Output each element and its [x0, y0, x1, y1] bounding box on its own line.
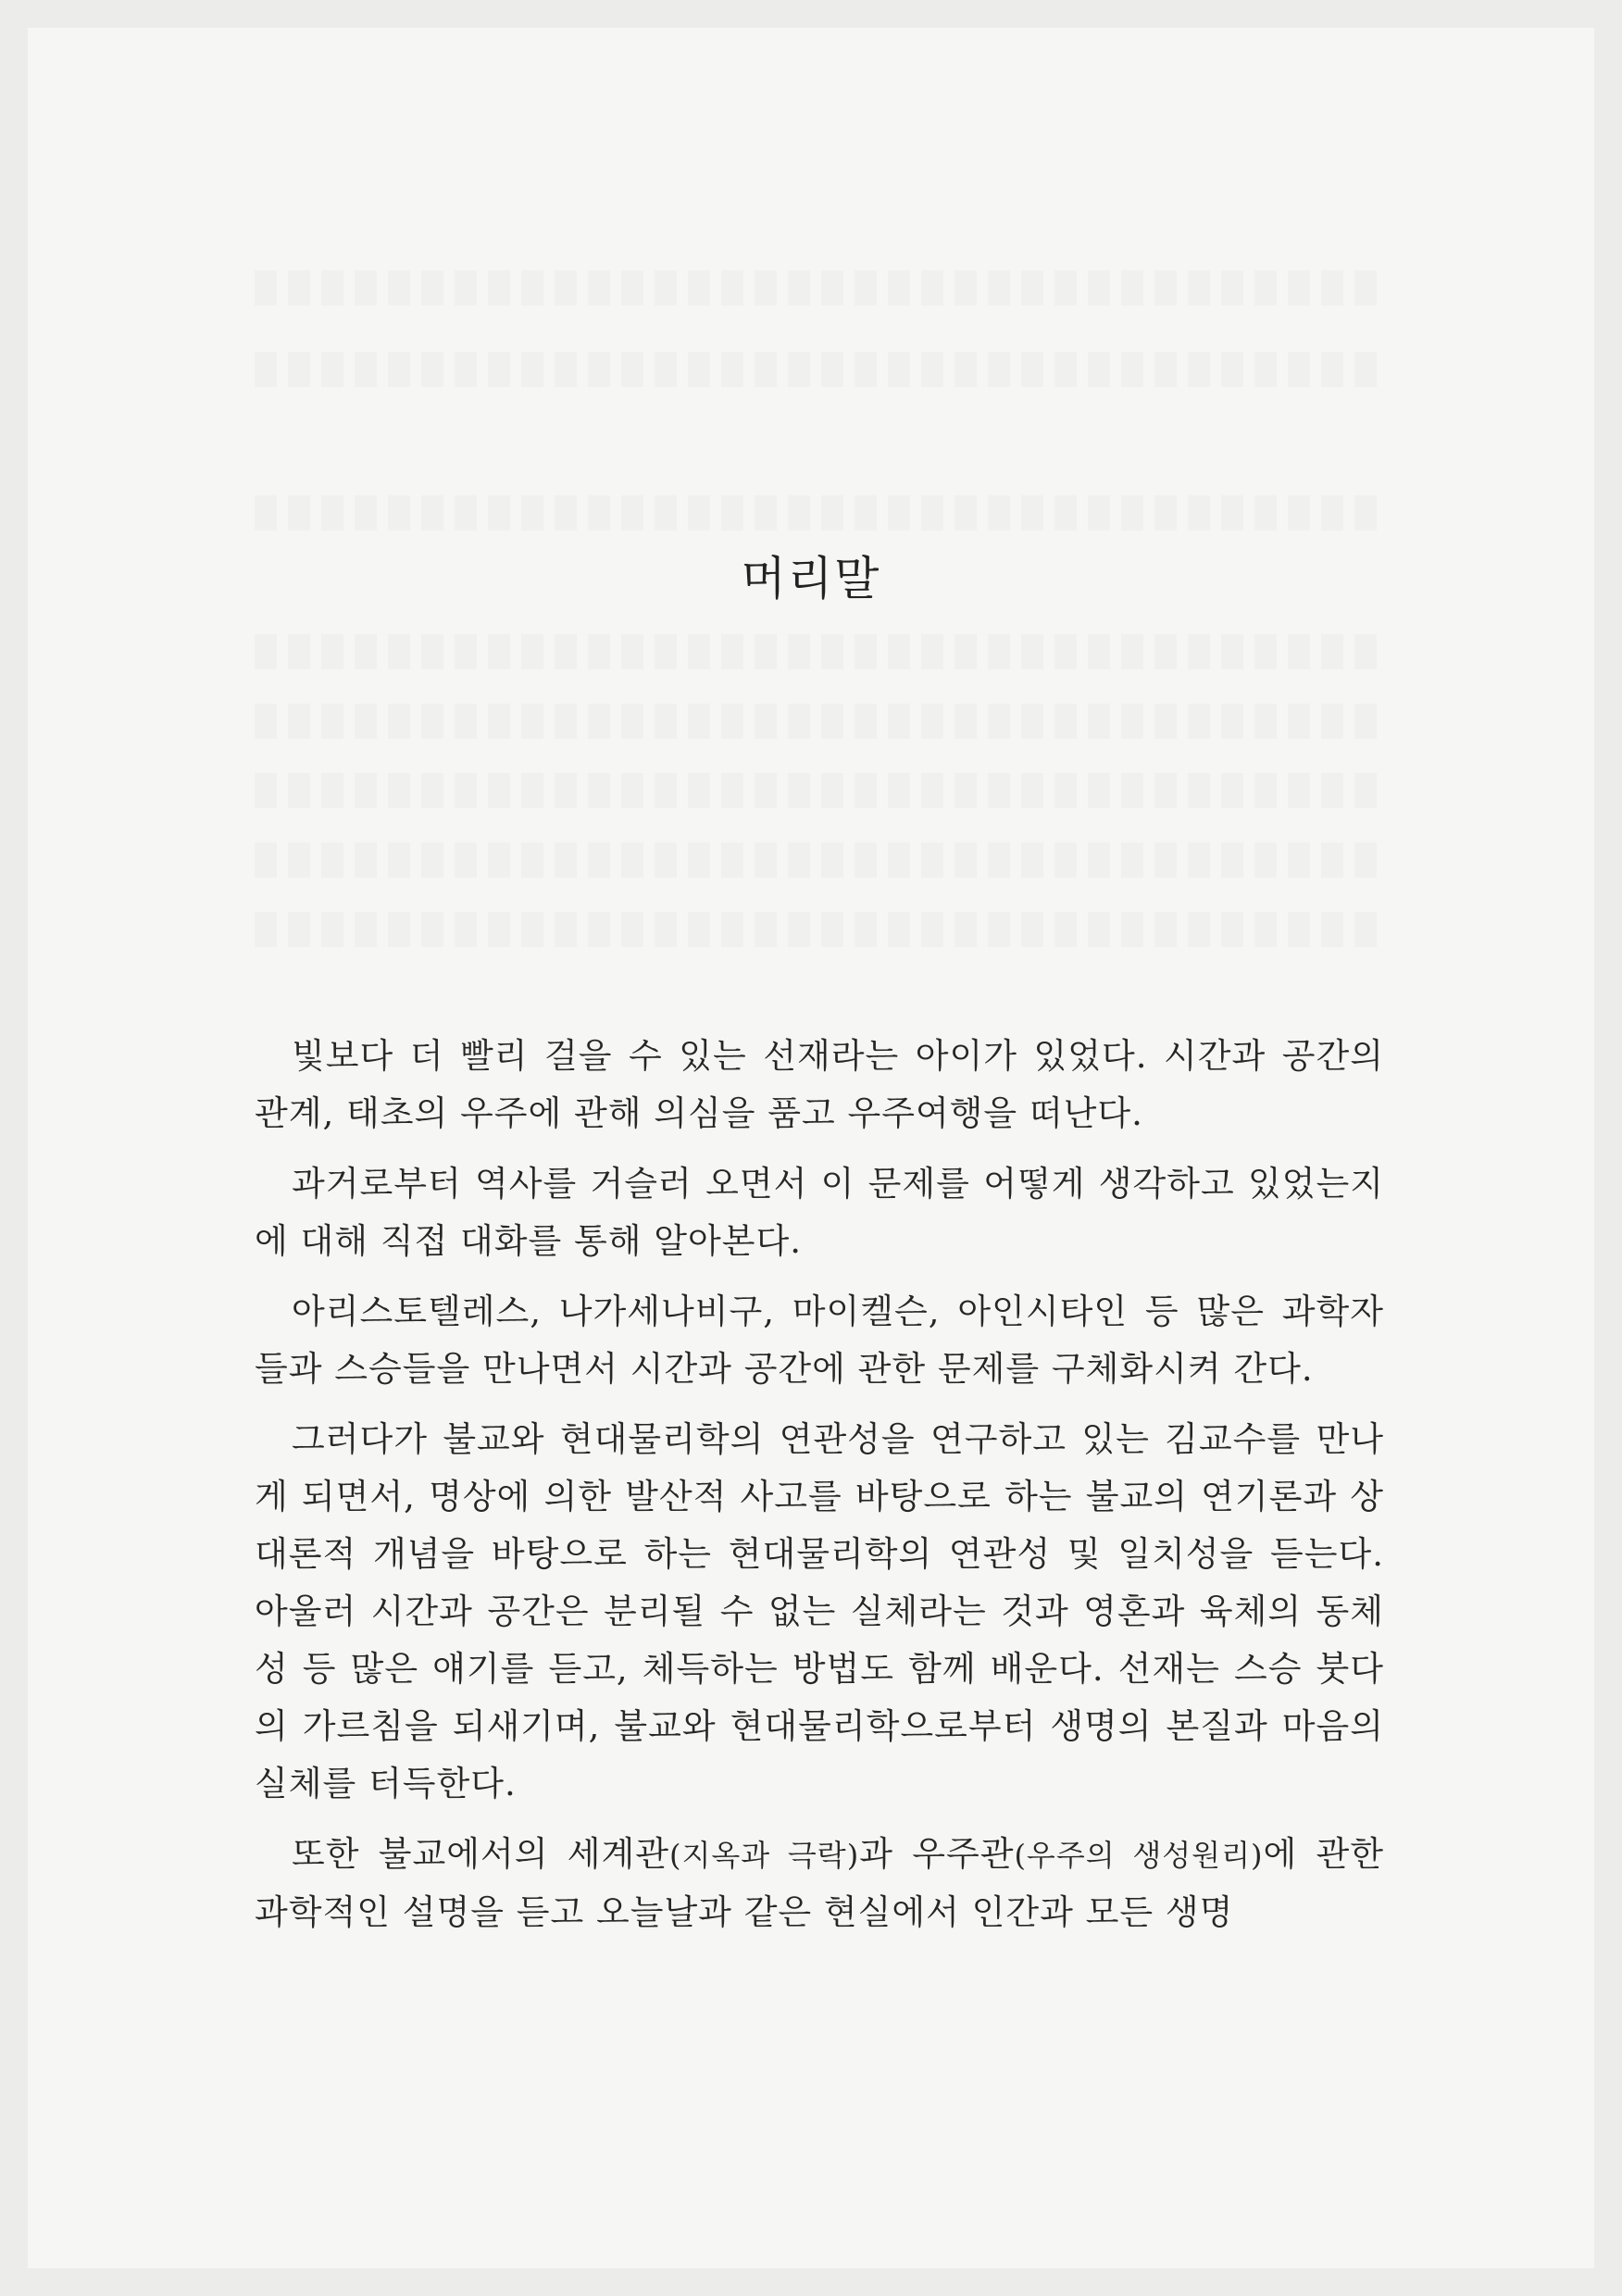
- page-title: 머리말: [741, 552, 881, 605]
- paragraph-5: [255, 1826, 1384, 1941]
- paragraph-5-paren-b: (우주의 생성원리): [1014, 1838, 1264, 1873]
- bleed-through-text: [255, 842, 1384, 878]
- paragraph-5-text-b: 과 우주관: [859, 1834, 1015, 1874]
- bleed-through-text: [255, 773, 1384, 808]
- paragraph-5-paren-a: (지옥과 극락): [668, 1838, 860, 1873]
- paragraph-5-text-c: 에 관한 과학적인 설명을 듣고 오늘날과 같은 현실에서 인간과 모든 생명: [255, 1834, 1384, 1932]
- paragraph-4: 그러다가 불교와 현대물리학의 연관성을 연구하고 있는 김교수를 만나게 되면서, 명상에 의한 발산적 사고를 바탕으로 하는 불교의 연기론과 상대론적 개념을 바탕으로 하는 현대물리학의 연관성 및 일치성을 듣는다. 아울러 시간과 공간은 분리될 수 없는 실체라는 것과 영혼과 육체의 동체성 등 많은 얘기를 듣고, 체득하는 방법도 함께 배운다. 선재는 스승 붓다의 가르침을 되새기며, 불교와 현대물리학으로부터 생명의 본질과 마음의 실체를 터득한다.: [255, 1419, 1384, 1803]
- paragraph-1: 빛보다 더 빨리 걸을 수 있는 선재라는 아이가 있었다. 시간과 공간의 관계, 태초의 우주에 관해 의심을 품고 우주여행을 떠난다.: [255, 1036, 1384, 1133]
- paragraph-3: 아리스토텔레스, 나가세나비구, 마이켈슨, 아인시타인 등 많은 과학자들과 스승들을 만나면서 시간과 공간에 관한 문제를 구체화시켜 간다.: [255, 1292, 1384, 1389]
- bleed-through-text: [255, 704, 1384, 739]
- paragraph-2: 과거로부터 역사를 거슬러 오면서 이 문제를 어떻게 생각하고 있었는지에 대해 직접 대화를 통해 알아본다.: [255, 1164, 1384, 1261]
- bleed-through-text: [255, 634, 1384, 669]
- bleed-through-text: [255, 912, 1384, 947]
- paragraph-5-text-a: 또한 불교에서의 세계관: [292, 1834, 669, 1874]
- body-text: [255, 1028, 1384, 1954]
- bleed-through-text: [255, 270, 1384, 306]
- bleed-through-text: [255, 352, 1384, 387]
- bleed-through-text: [255, 495, 1384, 530]
